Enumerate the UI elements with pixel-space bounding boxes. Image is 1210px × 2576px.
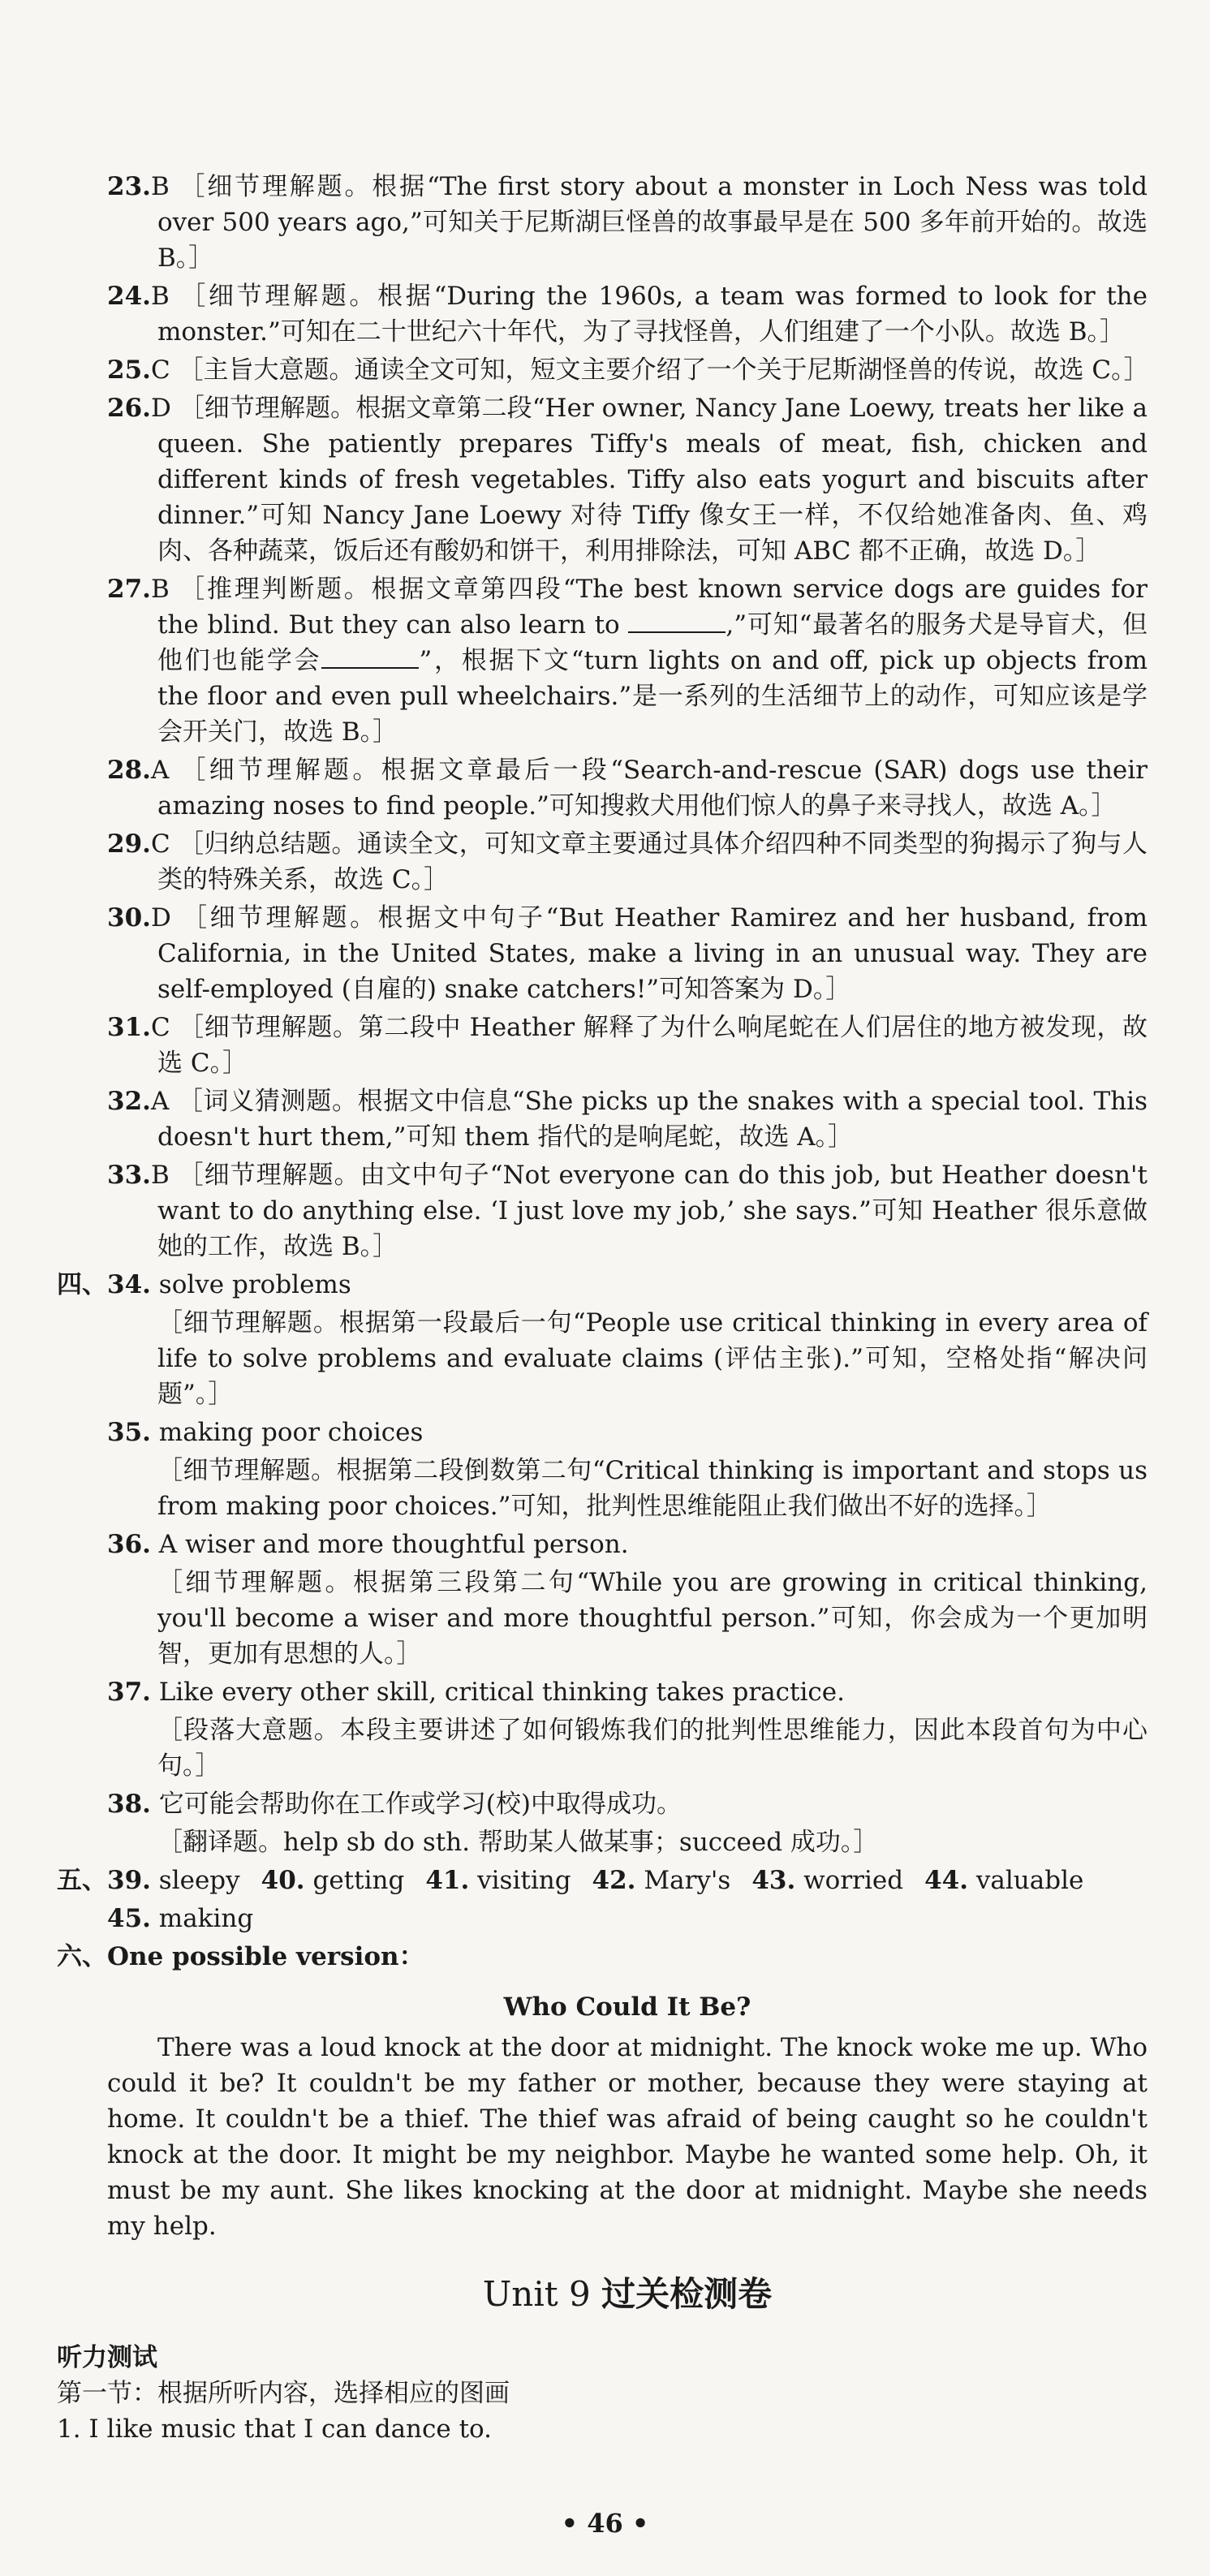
- fill-39: 39. sleepy: [107, 1866, 240, 1895]
- fill-44: 44. valuable: [924, 1866, 1084, 1895]
- listening-heading: 听力测试: [57, 2343, 157, 2372]
- section4-explain-38: ［翻译题。help sb do sth. 帮助某人做某事；succeed 成功。］: [157, 1828, 879, 1857]
- unit-title: Unit 9 过关检测卷: [482, 2274, 773, 2314]
- section6-label: 六、One possible version：: [57, 1942, 424, 1971]
- section4-explain-34: ［细节理解题。根据第一段最后一句“People use critical thinking in every area of life to solve problems and evaluate claims (评估主张).”可知，空格处指“解决问题”。］: [157, 1308, 1148, 1409]
- answer-32: 32.A ［词义猜测题。根据文中信息“She picks up the snakes with a special tool. This doesn't hurt them,”可知 them 指代的是响尾蛇，故选 A。］: [107, 1087, 1148, 1152]
- answer-28: 28.A ［细节理解题。根据文章最后一段“Search-and-rescue (SAR) dogs use their amazing noses to find people.”可知搜救犬用他们惊人的鼻子来寻找人，故选 A。］: [107, 756, 1148, 821]
- section4-answer-37: 37. Like every other skill, critical thinking takes practice.: [107, 1678, 845, 1707]
- section4-explain-35: ［细节理解题。根据第二段倒数第二句“Critical thinking is important and stops us from making poor choices.”可知，批判性思维能阻止我们做出不好的选择。］: [157, 1456, 1148, 1521]
- section4-answer-38: 38. 它可能会帮助你在工作或学习(校)中取得成功。: [107, 1790, 682, 1819]
- listening-line-1: 1. I like music that I can dance to.: [57, 2414, 493, 2444]
- blank-line: [321, 643, 419, 669]
- answer-26: 26.D ［细节理解题。根据文章第二段“Her owner, Nancy Jane Loewy, treats her like a queen. She patiently prepares Tiffy's meals of meat, fish, chicken and different kinds of fresh vegetables. Tiffy also eats yogurt and biscuits after dinner.”可知 Nancy Jane Loewy 对待 Tiffy 像女王一样，不仅给她准备肉、鱼、鸡肉、各种蔬菜，饭后还有酸奶和饼干，利用排除法，可知 ABC 都不正确，故选 D。］: [107, 394, 1148, 566]
- fill-41: 41. visiting: [425, 1866, 571, 1895]
- answer-25: 25.C ［主旨大意题。通读全文可知，短文主要介绍了一个关于尼斯湖怪兽的传说，故选 C。］: [107, 355, 1149, 385]
- essay-title: Who Could It Be?: [503, 1992, 751, 2022]
- section5-answers: 五、39. sleepy 40. getting 41. visiting 42. Mary's 43. worried 44. valuable: [57, 1863, 1148, 1898]
- listening-part1: 第一节：根据所听内容，选择相应的图画: [57, 2379, 510, 2408]
- page-number: • 46 •: [561, 2508, 649, 2539]
- fill-42: 42. Mary's: [592, 1866, 731, 1895]
- answer-30: 30.D ［细节理解题。根据文中句子“But Heather Ramirez and her husband, from California, in the United States, make a living in an unusual way. They are self-employed (自雇的) snake catchers!”可知答案为 D。］: [107, 903, 1148, 1004]
- essay-body: There was a loud knock at the door at midnight. The knock woke me up. Who could it be? It couldn't be my father or mother, because they were staying at home. It couldn't be a thief. The thief was afraid of being caught so he couldn't knock at the door. It might be my neighbor. Maybe he wanted some help. Oh, it must be my aunt. She likes knocking at the door at midnight. Maybe she needs my help.: [107, 2033, 1148, 2241]
- answer-27: 27.B ［推理判断题。根据文章第四段“The best known service dogs are guides for the blind. But they can also learn to ,”可知“最著名的服务犬是导盲犬，但他们也能学会 ”，根据下文“turn lights on and off, pick up objects from the floor and even pull wheelchairs.”是一系列的生活细节上的动作，可知应该是学会开关门，故选 B。］: [107, 575, 1148, 747]
- answer-31: 31.C ［细节理解题。第二段中 Heather 解释了为什么响尾蛇在人们居住的地方被发现，故选 C。］: [107, 1013, 1148, 1078]
- answer-24: 24.B ［细节理解题。根据“During the 1960s, a team was formed to look for the monster.”可知在二十世纪六十年代，为了寻找怪兽，人们组建了一个小队。故选 B。］: [107, 282, 1148, 347]
- section4-answer-35: 35. making poor choices: [107, 1418, 424, 1447]
- fill-43: 43. worried: [751, 1866, 904, 1895]
- answer-29: 29.C ［归纳总结题。通读全文，可知文章主要通过具体介绍四种不同类型的狗揭示了狗与人类的特殊关系，故选 C。］: [107, 829, 1148, 894]
- section4-answer-34: 四、34. solve problems: [57, 1270, 351, 1299]
- section4-explain-36: ［细节理解题。根据第三段第二句“While you are growing in critical thinking, you'll become a wiser and more thoughtful person.”可知，你会成为一个更加明智，更加有思想的人。］: [157, 1568, 1148, 1669]
- fill-40: 40. getting: [261, 1866, 405, 1895]
- section4-explain-37: ［段落大意题。本段主要讲述了如何锻炼我们的批判性思维能力，因此本段首句为中心句。］: [157, 1716, 1148, 1781]
- answer-content: [57, 169, 1149, 2447]
- section4-answer-36: 36. A wiser and more thoughtful person.: [107, 1530, 629, 1559]
- section5-answer-45: 45. making: [107, 1904, 254, 1933]
- blank-line: [628, 607, 726, 633]
- answer-23: 23.B ［细节理解题。根据“The first story about a monster in Loch Ness was told over 500 years ago,”可知关于尼斯湖巨怪兽的故事最早是在 500 多年前开始的。故选 B。］: [107, 172, 1148, 273]
- answer-33: 33.B ［细节理解题。由文中句子“Not everyone can do this job, but Heather doesn't want to do anything else. ‘I just love my job,’ she says.”可知 Heather 很乐意做她的工作，故选 B。］: [107, 1161, 1148, 1261]
